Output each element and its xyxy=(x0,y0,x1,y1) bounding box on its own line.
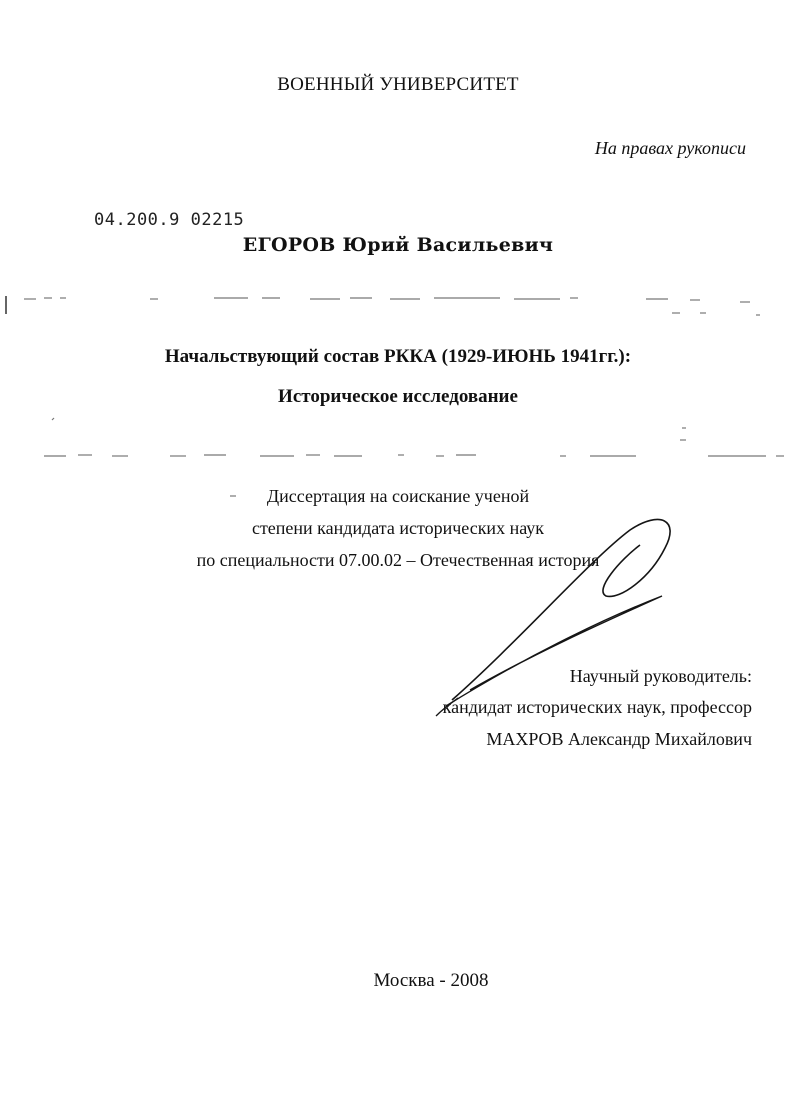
dissertation-subtitle: Историческое исследование xyxy=(278,386,518,407)
city-year: Москва - 2008 xyxy=(373,970,489,991)
dissertation-line-3: по специальности 07.00.02 – Отечественная история xyxy=(196,550,600,570)
university-name: ВОЕННЫЙ УНИВЕРСИТЕТ xyxy=(277,74,519,95)
dissertation-line-1: Диссертация на соискание ученой xyxy=(266,486,530,506)
supervisor-role: Научный руководитель: xyxy=(569,666,752,686)
supervisor-name: МАХРОВ Александр Михайлович xyxy=(486,729,752,749)
dissertation-title: Начальствующий состав РККА (1929-ИЮНЬ 1941гг.): xyxy=(164,346,632,367)
manuscript-rights-label: На правах рукописи xyxy=(594,138,746,158)
supervisor-degree: кандидат исторических наук, профессор xyxy=(442,697,752,717)
dissertation-line-2: степени кандидата исторических наук xyxy=(251,518,545,538)
catalog-number: 04.200.9 02215 xyxy=(94,210,245,230)
author-name: ЕГОРОВ Юрий Васильевич xyxy=(242,234,554,256)
